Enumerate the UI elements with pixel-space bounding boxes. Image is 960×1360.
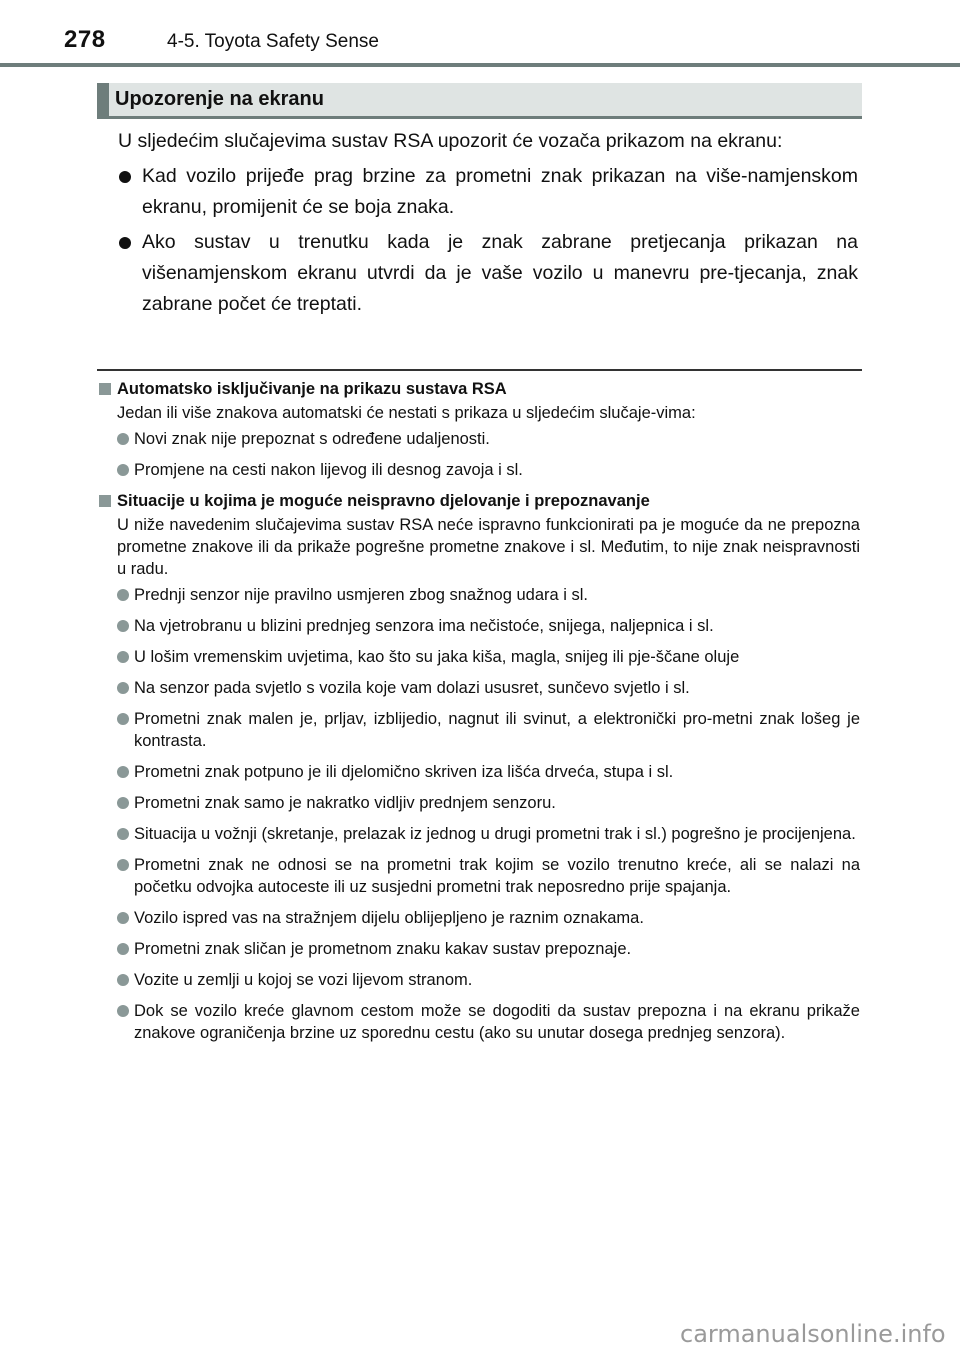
header-rule <box>0 63 960 67</box>
list-item-text: Ako sustav u trenutku kada je znak zabrane pretjecanja prikazan na višenamjenskom ekranu utvrdi da je vaše vozilo u manevru pre-tjecanja, znak zabrane počet će treptati. <box>142 231 858 315</box>
section-divider <box>97 369 862 371</box>
bullet-icon <box>117 1005 129 1017</box>
bullet-icon <box>117 589 129 601</box>
list-item-text: Prometni znak samo je nakratko vidljiv prednjem senzoru. <box>134 794 556 812</box>
list-item-text: Promjene na cesti nakon lijevog ili desnog zavoja i sl. <box>134 461 523 479</box>
list-item-text: Dok se vozilo kreće glavnom cestom može se dogoditi da sustav prepozna i na ekranu prikaže znakove ograničenja brzine uz sporednu cestu (ako su unutar dosega prednjeg senzora). <box>134 1002 860 1042</box>
bullet-icon <box>119 171 131 183</box>
list-item-text: Kad vozilo prijeđe prag brzine za prometni znak prikazan na više-namjenskom ekranu, promijenit će se boja znaka. <box>142 165 858 218</box>
bullet-icon <box>117 766 129 778</box>
bullet-icon <box>117 912 129 924</box>
list-item-text: Na vjetrobranu u blizini prednjeg senzora ima nečistoće, snijega, naljepnica i sl. <box>134 617 714 635</box>
list-item <box>117 792 860 814</box>
note-heading <box>97 490 860 512</box>
watermark-link[interactable]: carmanualsonline.info <box>680 1320 946 1348</box>
note-heading <box>97 378 860 400</box>
bullet-icon <box>117 433 129 445</box>
notes-section <box>97 378 860 1053</box>
intro-text: U sljedećim slučajevima sustav RSA upozorit će vozača prikazom na ekranu: <box>118 130 783 152</box>
list-item-text: Vozilo ispred vas na stražnjem dijelu oblijepljeno je raznim oznakama. <box>134 909 644 927</box>
list-item-text: Prometni znak malen je, prljav, izblijedio, nagnut ili svinut, a elektronički pro-metni znak lošeg je kontrasta. <box>134 710 860 750</box>
note-list <box>97 584 860 1044</box>
note-body: U niže navedenim slučajevima sustav RSA neće ispravno funkcionirati pa je moguće da ne prepozna prometne znakove ili da prikaže pogrešne prometne znakove i sl. Međutim, to nije znak neispravnosti u radu. <box>117 516 860 578</box>
list-item <box>117 1000 860 1044</box>
title-accent-bar <box>97 83 109 116</box>
list-item-text: Situacija u vožnji (skretanje, prelazak iz jednog u drugi prometni trak i sl.) pogrešno je procijenjena. <box>134 825 856 843</box>
bullet-icon <box>117 974 129 986</box>
bullet-icon <box>119 237 131 249</box>
bullet-icon <box>117 828 129 840</box>
intro-bullet-list <box>118 161 858 320</box>
list-item <box>118 161 858 223</box>
list-item-text: U lošim vremenskim uvjetima, kao što su jaka kiša, magla, snijeg ili pje-ščane oluje <box>134 648 740 666</box>
list-item <box>117 823 860 845</box>
list-item <box>117 761 860 783</box>
list-item <box>117 708 860 752</box>
bullet-icon <box>117 797 129 809</box>
bullet-icon <box>117 464 129 476</box>
list-item <box>117 428 860 450</box>
list-item <box>117 584 860 606</box>
list-item-text: Na senzor pada svjetlo s vozila koje vam dolazi ususret, sunčevo svjetlo i sl. <box>134 679 690 697</box>
bullet-icon <box>117 620 129 632</box>
list-item <box>117 459 860 481</box>
bullet-icon <box>117 943 129 955</box>
bullet-icon <box>117 651 129 663</box>
square-bullet-icon <box>99 495 111 507</box>
list-item-text: Prometni znak ne odnosi se na prometni trak kojim se vozilo trenutno kreće, ali se nalazi na početku odvojka autoceste ili uz susjedni prometni trak neposredno prije spajanja. <box>134 856 860 896</box>
list-item <box>117 677 860 699</box>
note-heading-text: Automatsko isključivanje na prikazu sustava RSA <box>117 380 507 398</box>
square-bullet-icon <box>99 383 111 395</box>
note-malfunction-situations <box>97 490 860 1044</box>
bullet-icon <box>117 713 129 725</box>
note-body: Jedan ili više znakova automatski će nestati s prikaza u sljedećim slučaje-vima: <box>117 404 696 422</box>
section-title-bar <box>97 83 862 119</box>
list-item <box>118 227 858 320</box>
list-item <box>117 907 860 929</box>
page-header <box>0 0 960 70</box>
list-item <box>117 646 860 668</box>
list-item-text: Prednji senzor nije pravilno usmjeren zbog snažnog udara i sl. <box>134 586 588 604</box>
section-path: 4-5. Toyota Safety Sense <box>167 31 379 52</box>
note-list <box>97 428 860 481</box>
note-heading-text: Situacije u kojima je moguće neispravno djelovanje i prepoznavanje <box>117 492 650 510</box>
list-item <box>117 854 860 898</box>
list-item-text: Vozite u zemlji u kojoj se vozi lijevom stranom. <box>134 971 473 989</box>
note-auto-off <box>97 378 860 481</box>
page-number: 278 <box>64 26 106 53</box>
list-item-text: Prometni znak sličan je prometnom znaku kakav sustav prepoznaje. <box>134 940 632 958</box>
list-item <box>117 615 860 637</box>
list-item-text: Prometni znak potpuno je ili djelomično skriven iza lišća drveća, stupa i sl. <box>134 763 674 781</box>
list-item-text: Novi znak nije prepoznat s određene udaljenosti. <box>134 430 490 448</box>
list-item <box>117 938 860 960</box>
intro-section <box>118 126 858 324</box>
list-item <box>117 969 860 991</box>
bullet-icon <box>117 859 129 871</box>
section-title: Upozorenje na ekranu <box>115 88 324 110</box>
bullet-icon <box>117 682 129 694</box>
